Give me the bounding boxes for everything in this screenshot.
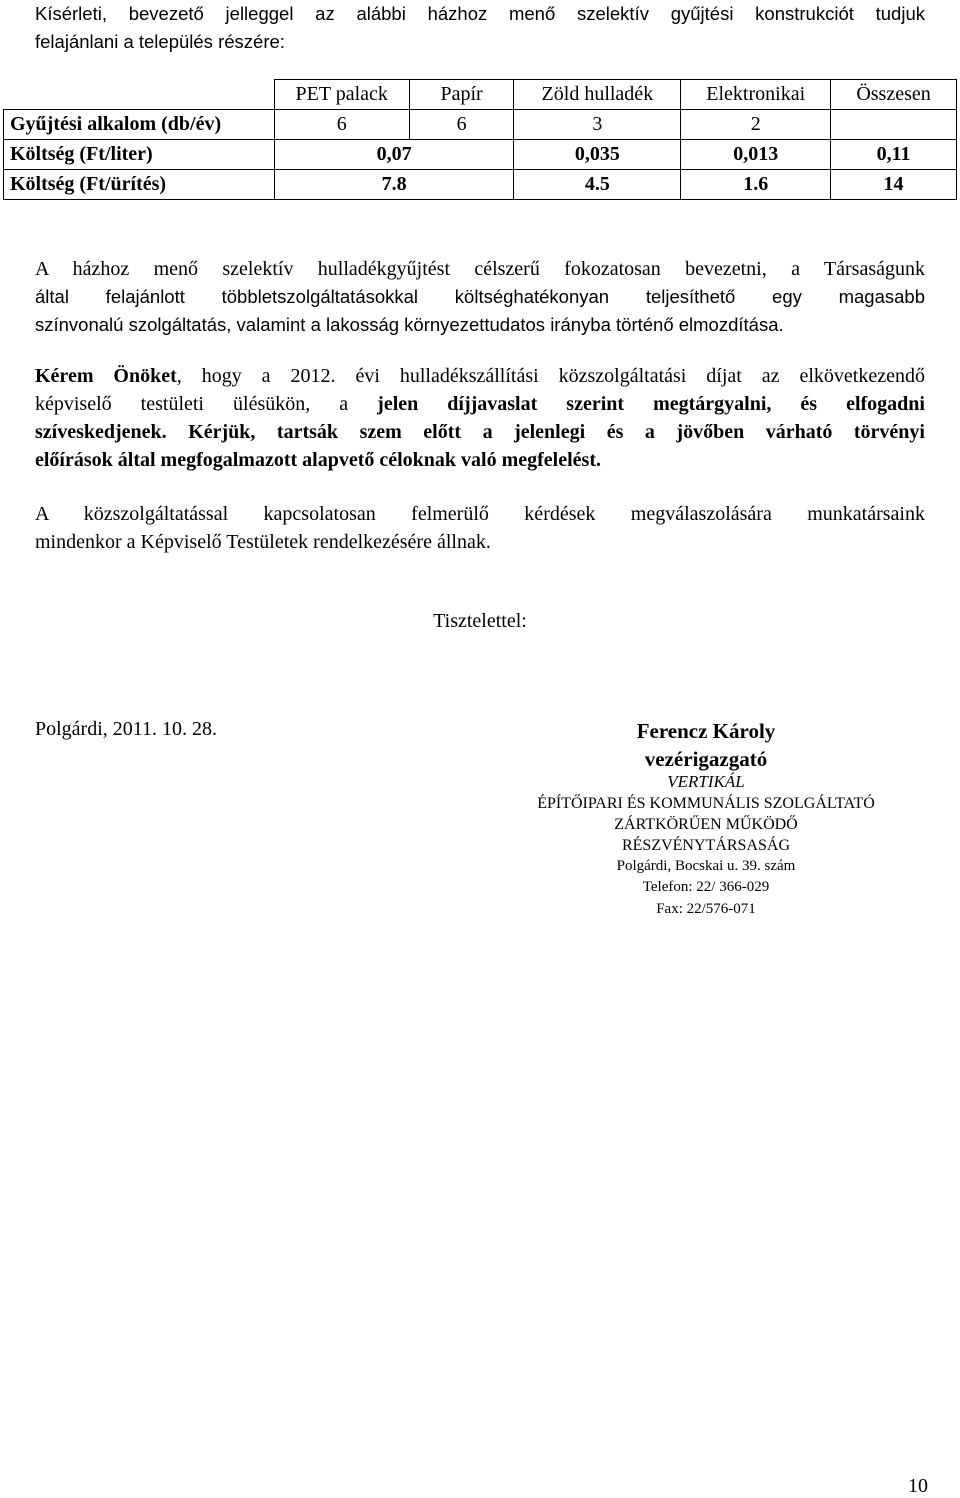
table-cell [831, 110, 957, 140]
company-line-2: ZÁRTKÖRŰEN MŰKÖDŐ [614, 816, 798, 833]
intro-line-1: Kísérleti, bevezető jelleggel az alábbi házhoz menő szelektív gyűjtési konstrukciót tudjuk [35, 3, 925, 24]
para3-line-2: mindenkor a Képviselő Testületek rendelkezésére állnak. [35, 531, 491, 553]
para3-line-1: A közszolgáltatással kapcsolatosan felmerülő kérdések megválaszolására munkatársaink [35, 503, 925, 525]
table-row [4, 110, 957, 140]
para2-line-4 [35, 446, 925, 474]
table-header-row [4, 80, 957, 110]
table-cell: 0,035 [514, 140, 681, 170]
table-row [4, 140, 957, 170]
company-phone: Telefon: 22/ 366-029 [642, 879, 770, 895]
table-cell: 6 [274, 110, 409, 140]
table-header-cell: Elektronikai [681, 80, 831, 110]
table-corner-cell [4, 80, 275, 110]
para1-line-2: által felajánlott többletszolgáltatásokkal költséghatékonyan teljesíthető egy magasabb [35, 286, 925, 307]
company-address: Polgárdi, Bocskai u. 39. szám [616, 858, 796, 874]
table-header-cell: Papír [409, 80, 514, 110]
table-cell: 3 [514, 110, 681, 140]
para2-bold-phrase: előírások által megfogalmazott alapvető céloknak való megfelelést. [35, 449, 601, 471]
table-header-cell: Zöld hulladék [514, 80, 681, 110]
para2-text: , hogy a 2012. évi hulladékszállítási közszolgáltatási díjat az elkövetkezendő [176, 365, 925, 387]
para2-line-2 [35, 390, 925, 418]
place-date: Polgárdi, 2011. 10. 28. [35, 718, 218, 740]
company-fax: Fax: 22/576-071 [656, 901, 756, 917]
para2-text: képviselő testületi ülésükön, a [35, 393, 378, 415]
page-number: 10 [908, 1475, 928, 1497]
para2-line-1 [35, 362, 925, 390]
para1-line-1: A házhoz menő szelektív hulladékgyűjtést célszerű fokozatosan bevezetni, a Társaságunk [35, 258, 925, 280]
para2-bold-phrase: Kérem Önöket [35, 365, 177, 387]
para2-bold-phrase: Kérjük, tartsák szem előtt a jelenlegi és a jövőben várható törvényi [166, 421, 925, 443]
table-cell: 4.5 [514, 170, 681, 200]
para2-bold-phrase: szíveskedjenek. [35, 421, 167, 443]
signatory-title: vezérigazgató [644, 747, 768, 771]
row-label: Gyűjtési alkalom (db/év) [4, 110, 275, 140]
para2-bold-phrase: jelen díjjavaslat szerint megtárgyalni, és elfogadni [377, 393, 925, 415]
table-cell: 0,013 [681, 140, 831, 170]
table-header-cell: PET palack [274, 80, 409, 110]
signatory-name: Ferencz Károly [636, 719, 776, 743]
table-cell: 1.6 [681, 170, 831, 200]
table-cell: 2 [681, 110, 831, 140]
row-label: Költség (Ft/ürítés) [4, 170, 275, 200]
para2-line-3 [35, 418, 925, 446]
table-cell: 0,11 [831, 140, 957, 170]
company-line-1: ÉPÍTŐIPARI ÉS KOMMUNÁLIS SZOLGÁLTATÓ [537, 795, 875, 812]
intro-line-2: felajánlani a település részére: [35, 31, 285, 52]
table-cell: 0,07 [274, 140, 514, 170]
para1-line-3: színvonalú szolgáltatás, valamint a lakosság környezettudatos irányba történő elmozdítása. [35, 314, 784, 335]
collection-cost-table [3, 79, 957, 200]
company-line-3: RÉSZVÉNYTÁRSASÁG [621, 837, 790, 854]
row-label: Költség (Ft/liter) [4, 140, 275, 170]
table-cell: 7.8 [274, 170, 514, 200]
table-cell: 14 [831, 170, 957, 200]
table-cell: 6 [409, 110, 514, 140]
table-header-cell: Összesen [831, 80, 957, 110]
table-row [4, 170, 957, 200]
company-name: VERTIKÁL [667, 772, 745, 791]
closing-greeting: Tisztelettel: [433, 610, 527, 632]
